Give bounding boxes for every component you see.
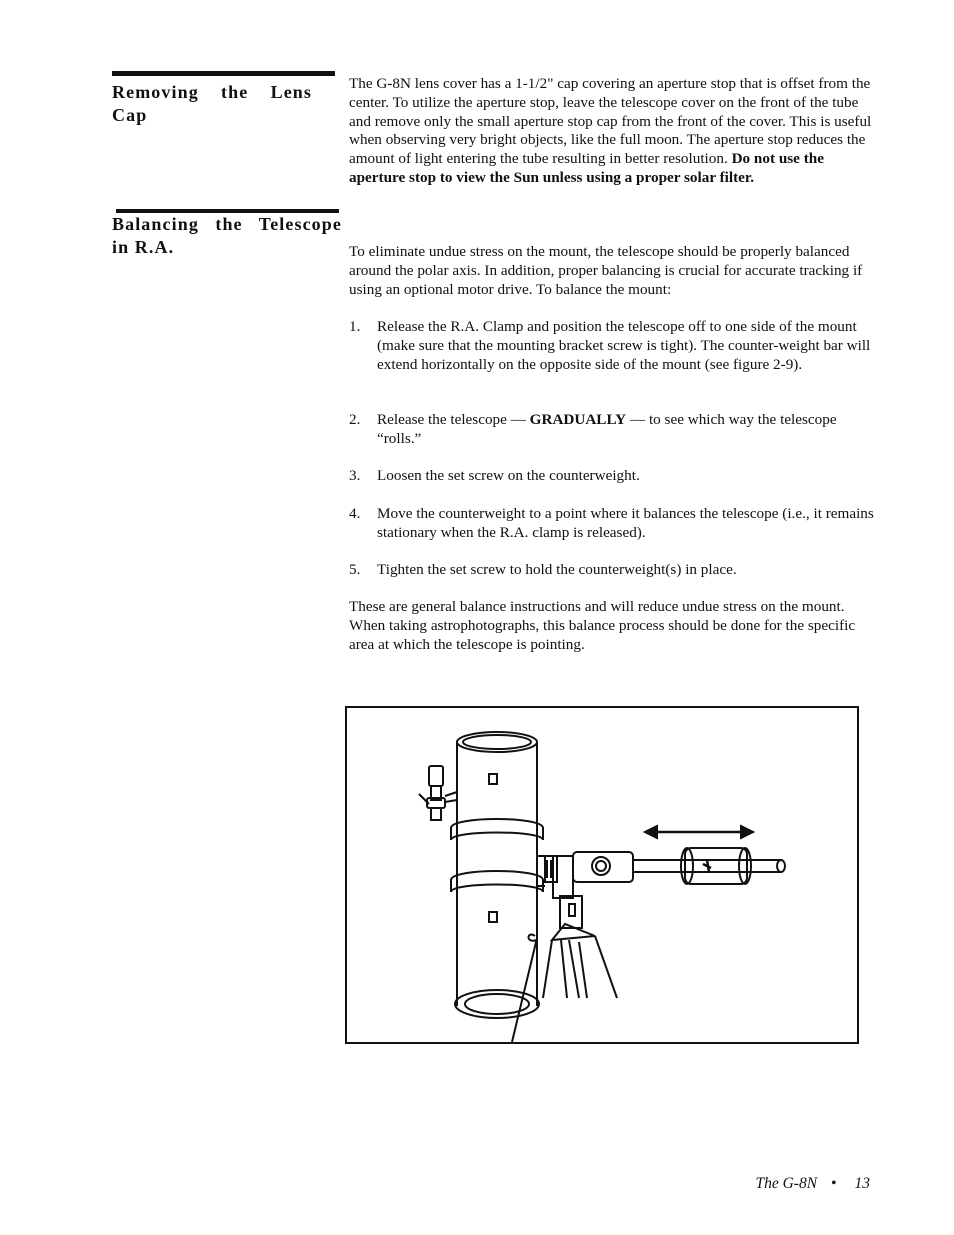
page-number: 13 (854, 1175, 870, 1192)
telescope-tube (451, 732, 545, 1018)
lens-cap-paragraph (349, 75, 881, 188)
step-number: 1. (349, 318, 361, 335)
footer-title: The G-8N (755, 1175, 818, 1192)
step-text-emphasis: GRADUALLY (529, 411, 627, 428)
footer-bullet: • (831, 1175, 837, 1192)
finder-scope (419, 766, 457, 820)
heading-removing-lens-cap: Removing the Lens Cap (112, 82, 312, 125)
counterweight-assembly (633, 848, 785, 884)
telescope-illustration (347, 708, 857, 1042)
step-text: Release the R.A. Clamp and position the telescope off to one side of the mount (make sure that the mounting bracket screw is tight). The counter-weight bar will extend horizontally on the opposite side of the mount (see figure 2-9). (377, 318, 871, 373)
page-footer (700, 1175, 870, 1193)
step-text-pre: Release the telescope — (377, 411, 530, 428)
section-rule-lens-cap (112, 71, 335, 76)
step-number: 4. (349, 505, 361, 522)
heading-balancing-telescope: Balancing the Telescope in R.A. (112, 214, 342, 257)
step-text (377, 411, 881, 449)
lens-cap-text: The G-8N lens cover has a 1-1/2" cap covering an aperture stop that is offset from the center. To utilize the aperture stop, leave the telescope cover on the front of the tube and remove only the small aperture stop cap from the front of the cover. This is useful when observing very bright objects, like the full moon. The aperture stop reduces the amount of light entering the tube resulting in better resolution. (349, 75, 872, 168)
figure-telescope-balance (345, 706, 859, 1044)
step-number: 2. (349, 411, 361, 428)
double-arrow-icon (645, 826, 753, 838)
solar-filter-warning: Do not use the aperture stop to view the Sun unless using a proper solar filter. (349, 150, 824, 186)
balance-intro-paragraph: To eliminate undue stress on the mount, the telescope should be properly balanced around the polar axis. In addition, proper balancing is crucial for accurate tracking if using an optional motor drive. To balance the mount: (349, 243, 863, 298)
balance-closing-paragraph: These are general balance instructions and will reduce undue stress on the mount. When taking astrophotographs, this balance process should be done for the specific area at which the telescope is pointing. (349, 598, 856, 653)
step-text: Move the counterweight to a point where it balances the telescope (i.e., it remains stationary when the R.A. clamp is released). (377, 505, 874, 541)
step-text-post: — to see which way the telescope “rolls.” (377, 411, 837, 447)
step-text: Tighten the set screw to hold the counterweight(s) in place. (377, 561, 737, 578)
step-number: 5. (349, 561, 361, 578)
step-text: Loosen the set screw on the counterweight. (377, 467, 640, 484)
mount-head (545, 852, 633, 928)
tripod-legs (512, 924, 617, 1042)
step-number: 3. (349, 467, 361, 484)
